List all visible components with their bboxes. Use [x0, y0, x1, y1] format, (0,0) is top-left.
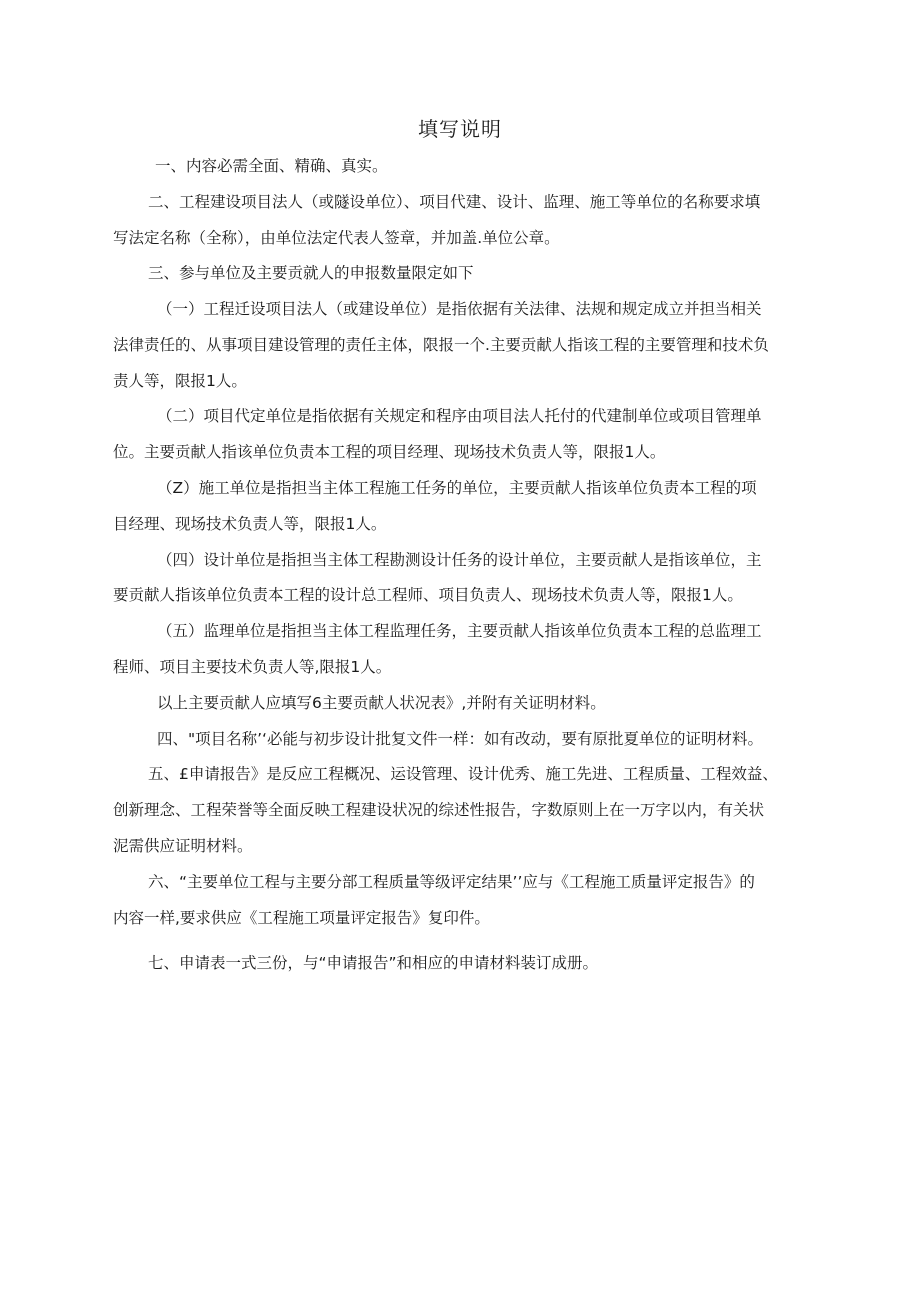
text-line-2: 二、工程建设项目法人（或隧设单位）、项目代建、设计、监理、施工等单位的名称要求填: [148, 193, 761, 211]
text-line-8: （二）项目代定单位是指依据有关规定和程序由项目法人托付的代建制单位或项目管理单: [157, 407, 762, 425]
text-line-11: 目经理、现场技术负责人等，限报1人。: [113, 515, 387, 533]
text-line-6: 法律责任的、从事项目建设管理的责任主体，限报一个.主要贡献人指该工程的主要管理和技术负: [113, 336, 769, 354]
text-line-12: （四）设计单位是指担当主体工程勘测设计任务的设计单位，主要贡献人是指该单位，主: [157, 551, 762, 569]
text-line-18: 五、£申请报告》是反应工程概况、运设管理、设计优秀、施工先进、工程质量、工程效益、: [148, 765, 778, 783]
text-line-16: 以上主要贡献人应填写6主要贡献人状况表》,并附有关证明材料。: [157, 694, 606, 712]
text-line-14: （五）监理单位是指担当主体工程监理任务，主要贡献人指该单位负责本工程的总监理工: [157, 622, 762, 640]
text-line-17: 四、"项目名称’‘必能与初步设计批复文件一样：如有改动，要有原批夏单位的证明材料。: [157, 730, 763, 748]
page-title: 填写说明: [418, 117, 502, 141]
text-line-10: （Z）施工单位是指担当主体工程施工任务的单位，主要贡献人指该单位负责本工程的项: [157, 479, 757, 497]
text-line-20: 泥需供应证明材料。: [113, 837, 253, 855]
text-line-13: 要贡献人指该单位负责本工程的设计总工程师、项目负责人、现场技术负责人等，限报1人。: [113, 586, 743, 604]
text-line-3: 写法定名称（全称），由单位法定代表人签章，并加盖.单位公章。: [113, 229, 560, 247]
text-line-21: 六、“主要单位工程与主要分部工程质量等级评定结果’’应与《工程施工质量评定报告》的: [148, 873, 755, 891]
text-line-15: 程师、项目主要技术负责人等,限报1人。: [113, 658, 392, 676]
text-line-7: 责人等，限报1人。: [113, 372, 247, 390]
text-line-9: 位。主要贡献人指该单位负责本工程的项目经理、现场技术负责人等，限报1人。: [113, 443, 666, 461]
text-line-4: 三、参与单位及主要贡就人的申报数量限定如下: [148, 264, 474, 282]
text-line-1: 一、内容必需全面、精确、真实。: [155, 157, 388, 175]
text-line-19: 创新理念、工程荣誉等全面反映工程建设状况的综述性报告，字数原则上在一万字以内，有关状: [113, 801, 765, 819]
text-line-22: 内容一样,要求供应《工程施工项量评定报告》复印件。: [113, 909, 490, 927]
text-line-5: （一）工程迁设项目法人（或建设单位）是指依据有关法律、法规和规定成立并担当相关: [157, 300, 762, 318]
text-line-23: 七、申请表一式三份，与“申请报告”和相应的申请材料装订成册。: [148, 954, 599, 972]
